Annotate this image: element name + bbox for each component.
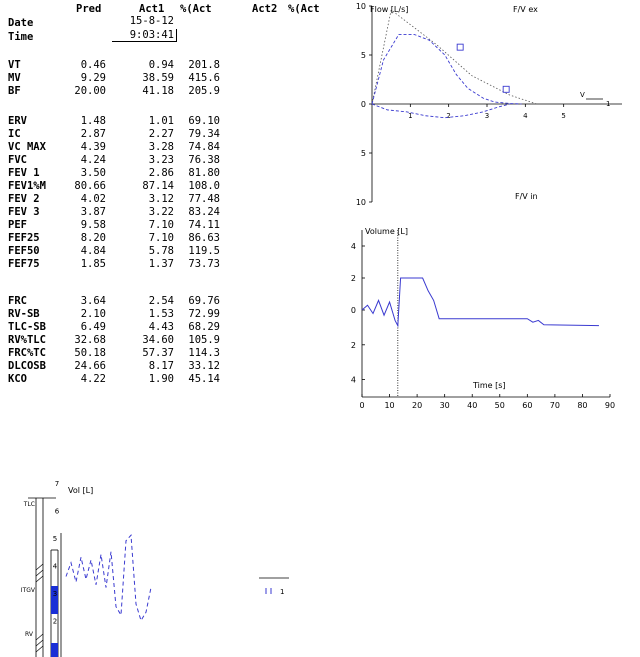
vt-y-tick-label: 4 [350,242,356,251]
act1-value: 3.23 [148,154,174,166]
vt-y-tick-label: 0 [350,306,356,315]
bp-rv-fill [51,643,58,657]
act1-value: 57.37 [142,347,174,359]
parameter-row [0,193,340,206]
pred-value: 0.46 [80,59,106,71]
pred-value: 6.49 [80,321,106,333]
pct-act1-value: 69.10 [188,115,220,127]
pred-value: 50.18 [74,347,106,359]
parameter-row [0,295,340,308]
pct-act1-value: 77.48 [188,193,220,205]
fv-x-tick-label: 3 [484,112,490,120]
vt-x-tick-label: 30 [439,401,450,410]
parameter-row [0,128,340,141]
fv-x-tick-label: 5 [561,112,566,120]
param-label: RV-SB [8,308,40,320]
act1-value: 34.60 [142,334,174,346]
act1-value: 3.22 [148,206,174,218]
pred-value: 32.68 [74,334,106,346]
bp-y-tick-label: 4 [52,562,58,571]
act1-value: 87.14 [142,180,174,192]
parameter-row [0,85,340,98]
vt-y-tick-label: 2 [350,340,356,350]
pred-value: 8.20 [80,232,106,244]
act1-value: 41.18 [142,85,174,97]
time-label: Time [8,31,34,43]
act1-value: 3.12 [148,193,174,205]
param-label: RV%TLC [8,334,46,346]
act1-value: 4.43 [148,321,174,333]
parameter-row [0,360,340,373]
vt-x-tick-label: 40 [467,401,478,410]
parameter-row [0,115,340,128]
pct-act1-value: 74.11 [188,219,220,231]
fv-series-line [372,34,522,104]
bp-y-tick-label: 6 [54,507,60,516]
parameter-row [0,347,340,360]
vt-y-tick-label: 2 [350,274,356,283]
param-label: IC [8,128,21,140]
pred-value: 2.10 [80,308,106,320]
param-label: TLC-SB [8,321,46,333]
pred-value: 9.58 [80,219,106,231]
pred-value: 4.22 [80,373,106,385]
fv-marker [457,44,463,50]
parameter-row [0,334,340,347]
flow-volume-chart [340,0,640,210]
param-label: KCO [8,373,27,385]
act1-value: 2.54 [148,295,174,307]
header-pct-act2: %(Act [288,3,320,15]
param-label: FVC [8,154,27,166]
bp-y-tick-label: 5 [52,535,58,543]
pct-act1-value: 73.73 [188,258,220,270]
bp-marker-label: TLC [23,501,35,508]
bp-y-tick-label: 3 [52,590,58,598]
bp-series-line [66,535,151,620]
act1-value: 2.27 [148,128,174,140]
vt-x-tick-label: 0 [359,401,365,410]
date-value: 15-8-12 [129,15,174,27]
pred-value: 3.87 [80,206,106,218]
bp-y-tick-label: 7 [54,480,60,488]
act1-value: 1.53 [148,308,174,320]
act1-value: 5.78 [148,245,174,257]
bp-marker-label: ITGV [20,587,35,594]
fv-y-tick-label: 10 [355,2,366,11]
act1-value: 1.37 [148,258,174,270]
param-label: VT [8,59,21,71]
act1-value: 1.90 [148,373,174,385]
param-label: DLCOSB [8,360,46,372]
bp-ylabel: Vol [L] [68,486,94,495]
fv-y-tick-label: 5 [360,51,366,60]
pft-report [0,0,340,420]
pred-value: 9.29 [80,72,106,84]
pct-act1-value: 74.84 [188,141,220,153]
act1-value: 0.94 [148,59,174,71]
pct-act1-value: 205.9 [188,85,220,97]
vt-ylabel: Volume [L] [365,227,408,236]
param-label: PEF [8,219,27,231]
param-label: ERV [8,115,27,127]
fv-y-tick-label: 5 [360,149,366,158]
header-pred: Pred [76,3,102,15]
pred-value: 80.66 [74,180,106,192]
vt-xlabel: Time [s] [473,381,506,390]
pct-act1-value: 33.12 [188,360,220,372]
fv-title: F/V ex [513,5,538,14]
vt-x-tick-label: 50 [494,401,505,410]
pct-act1-value: 108.0 [188,180,220,192]
pred-value: 4.24 [80,154,106,166]
parameter-row [0,180,340,193]
parameter-row [0,154,340,167]
pred-value: 3.64 [80,295,106,307]
fv-xlabel: V [580,91,585,99]
param-label: FEV1%M [8,180,46,192]
pct-act1-value: 72.99 [188,308,220,320]
param-label: FEV 1 [8,167,40,179]
pred-value: 24.66 [74,360,106,372]
pct-act1-value: 83.24 [188,206,220,218]
parameter-row [0,308,340,321]
bp-legend-label: 1 [280,588,285,596]
param-label: VC MAX [8,141,46,153]
parameter-row [0,167,340,180]
header-pct-act1: %(Act [180,3,212,15]
parameter-row [0,258,340,271]
pct-act1-value: 81.80 [188,167,220,179]
vt-x-tick-label: 60 [522,401,533,410]
param-label: FEV 3 [8,206,40,218]
vt-x-tick-label: 10 [384,401,395,410]
pred-value: 1.85 [80,258,106,270]
pct-act1-value: 114.3 [188,347,220,359]
pct-act1-value: 69.76 [188,295,220,307]
param-label: FEF75 [8,258,40,270]
bp-hatch [36,564,43,652]
vt-x-tick-label: 90 [604,401,616,410]
pred-value: 20.00 [74,85,106,97]
parameter-row [0,72,340,85]
parameter-row [0,219,340,232]
param-label: FEF25 [8,232,40,244]
pred-value: 2.87 [80,128,106,140]
pct-act1-value: 45.14 [188,373,220,385]
header-act1: Act1 [139,3,165,15]
pct-act1-value: 76.38 [188,154,220,166]
fv-ylabel: Flow [L/s] [370,5,409,14]
pct-act1-value: 105.9 [188,334,220,346]
parameter-row [0,141,340,154]
pct-act1-value: 68.29 [188,321,220,333]
fv-predicted-curve [372,10,537,104]
act1-value: 1.01 [148,115,174,127]
vt-x-tick-label: 70 [549,401,560,410]
fv-legend-label: 1 [606,100,611,108]
bp-y-tick-label: 2 [52,617,58,626]
parameter-row [0,206,340,219]
fv-x-tick-label: 1 [408,112,413,120]
volume-time-chart [340,225,640,415]
pct-act1-value: 201.8 [188,59,220,71]
fv-y-tick-label: 10 [355,198,366,207]
fv-series-line [372,104,510,118]
pct-act1-value: 415.6 [188,72,220,84]
act1-value: 7.10 [148,232,174,244]
act1-value: 7.10 [148,219,174,231]
header-act2: Act2 [252,3,278,15]
time-value: 9:03:41 [112,29,177,42]
pred-value: 4.39 [80,141,106,153]
pred-value: 3.50 [80,167,106,179]
bp-legend-marker [266,588,271,594]
fv-subtitle: F/V in [515,192,538,201]
act1-value: 2.86 [148,167,174,179]
body-box-chart [0,478,330,657]
fv-legend [586,99,610,108]
pct-act1-value: 119.5 [188,245,220,257]
param-label: FEV 2 [8,193,40,205]
fv-y-tick-label: 0 [360,100,366,109]
parameter-row [0,245,340,258]
act1-value: 8.17 [148,360,174,372]
pred-value: 4.84 [80,245,106,257]
pct-act1-value: 86.63 [188,232,220,244]
pred-value: 1.48 [80,115,106,127]
act1-value: 38.59 [142,72,174,84]
date-label: Date [8,17,34,29]
param-label: BF [8,85,21,97]
fv-x-tick-label: 4 [523,112,528,120]
vt-x-tick-label: 20 [412,401,423,410]
pred-value: 4.02 [80,193,106,205]
parameter-row [0,232,340,245]
act1-value: 3.28 [148,141,174,153]
parameter-row [0,59,340,72]
pct-act1-value: 79.34 [188,128,220,140]
vt-x-tick-label: 80 [577,401,588,410]
param-label: FRC [8,295,27,307]
param-label: MV [8,72,21,84]
param-label: FEF50 [8,245,40,257]
parameter-row [0,321,340,334]
fv-marker [503,86,509,92]
parameter-row [0,373,340,386]
fv-x-tick-label: 2 [446,112,451,120]
param-label: FRC%TC [8,347,46,359]
bp-marker-label: RV [25,631,33,638]
vt-y-tick-label: 4 [350,375,356,385]
